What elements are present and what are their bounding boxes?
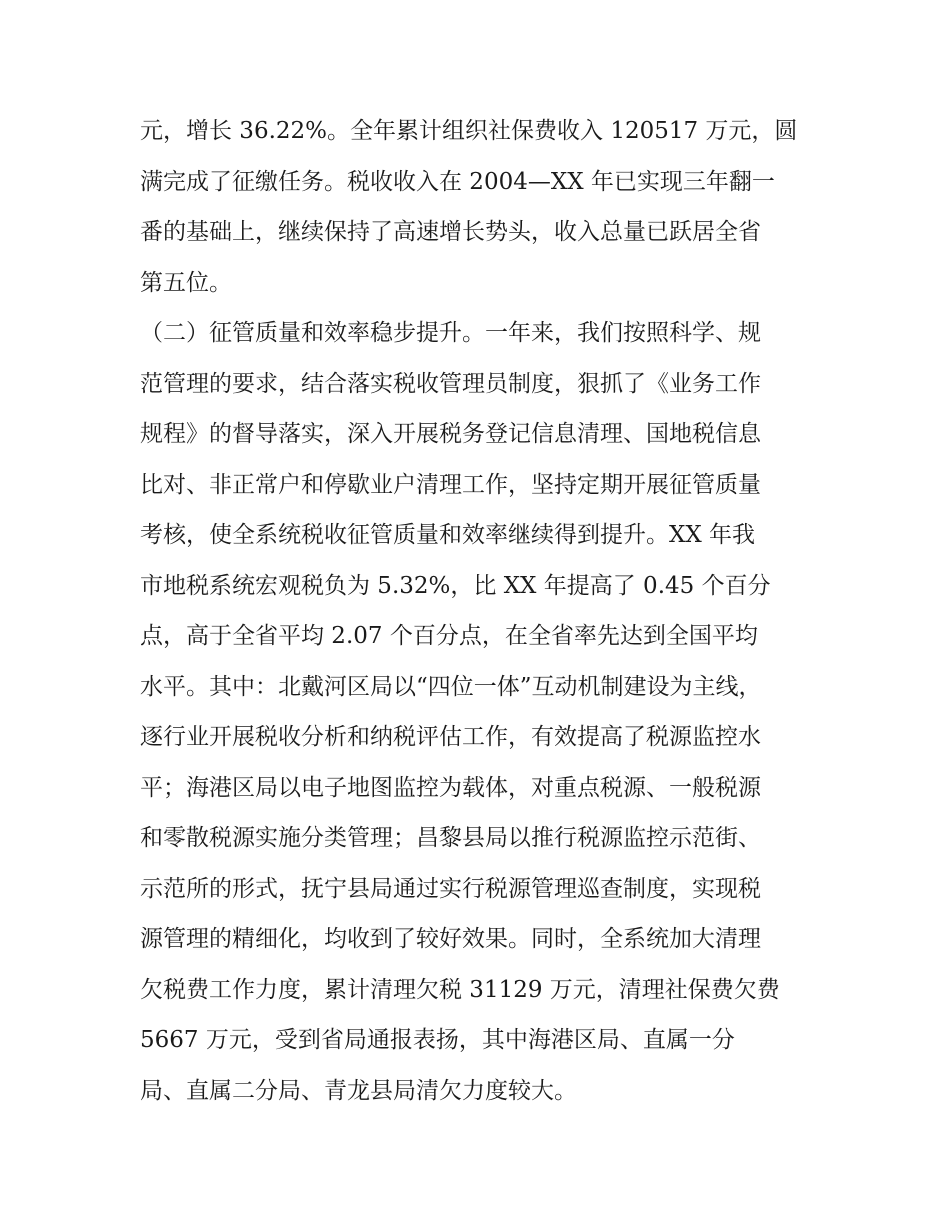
text-line: 满完成了征缴任务。税收收入在 2004—XX 年已实现三年翻一 bbox=[140, 168, 775, 195]
text-line: 比对、非正常户和停歇业户清理工作，坚持定期开展征管质量 bbox=[140, 471, 761, 498]
text-line: 考核，使全系统税收征管质量和效率继续得到提升。XX 年我 bbox=[140, 522, 756, 548]
body-text bbox=[140, 106, 830, 1116]
text-line: 范管理的要求，结合落实税收管理员制度，狠抓了《业务工作 bbox=[140, 370, 761, 397]
text-line: 点，高于全省平均 2.07 个百分点，在全省率先达到全国平均 bbox=[140, 623, 758, 649]
text-line: 番的基础上，继续保持了高速增长势头，收入总量已跃居全省 bbox=[140, 219, 761, 245]
text-line: 第五位。 bbox=[140, 269, 232, 296]
text-line: 局、直属二分局、青龙县局清欠力度较大。 bbox=[140, 1077, 577, 1104]
text-line: 水平。其中：北戴河区局以“四位一体”互动机制建设为主线， bbox=[140, 673, 762, 700]
text-line: 示范所的形式，抚宁县局通过实行税源管理巡查制度，实现税 bbox=[140, 875, 761, 902]
text-line: 和零散税源实施分类管理；昌黎县局以推行税源监控示范街、 bbox=[140, 825, 761, 851]
text-line: 平；海港区局以电子地图监控为载体，对重点税源、一般税源 bbox=[140, 774, 761, 801]
text-line: 规程》的督导落实，深入开展税务登记信息清理、国地税信息 bbox=[140, 421, 761, 447]
text-line: 逐行业开展税收分析和纳税评估工作，有效提高了税源监控水 bbox=[140, 724, 761, 750]
text-line: 市地税系统宏观税负为 5.32%，比 XX 年提高了 0.45 个百分 bbox=[140, 572, 771, 599]
text-line: 欠税费工作力度，累计清理欠税 31129 万元，清理社保费欠费 bbox=[140, 976, 780, 1003]
text-line: 源管理的精细化，均收到了较好效果。同时，全系统加大清理 bbox=[140, 926, 761, 952]
text-line: （二）征管质量和效率稳步提升。一年来，我们按照科学、规 bbox=[140, 320, 761, 346]
text-line: 元，增长 36.22%。全年累计组织社保费收入 120517 万元，圆 bbox=[140, 118, 798, 144]
text-line: 5667 万元，受到省局通报表扬，其中海港区局、直属一分 bbox=[140, 1027, 735, 1053]
